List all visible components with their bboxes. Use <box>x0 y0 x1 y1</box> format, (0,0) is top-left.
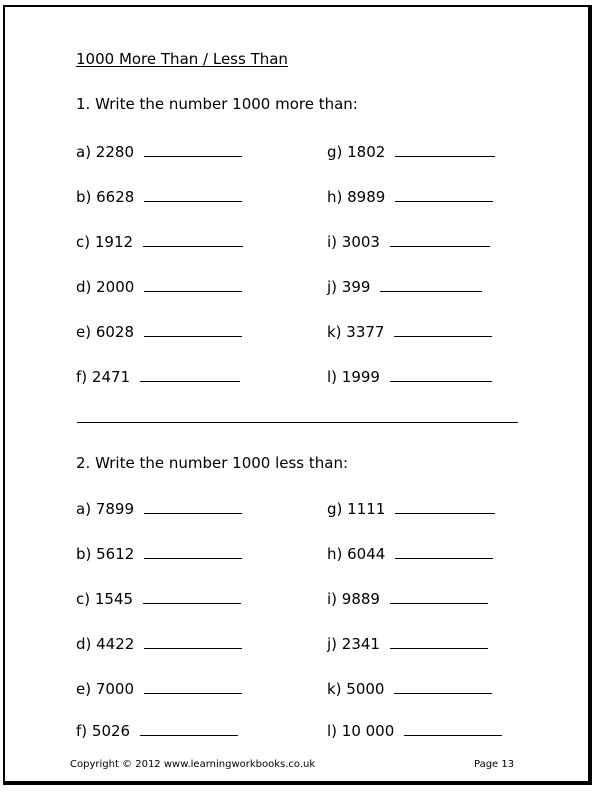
section2-instruction: 2. Write the number 1000 less than: <box>76 454 349 472</box>
s1-item-label: h) 8989 <box>327 188 386 206</box>
s1-item-k <box>327 323 492 341</box>
answer-line[interactable] <box>143 245 243 247</box>
answer-line[interactable] <box>144 200 242 202</box>
s2-item-label: b) 5612 <box>76 545 135 563</box>
s2-item-label: d) 4422 <box>76 635 135 653</box>
answer-line[interactable] <box>394 692 492 694</box>
section1-instruction: 1. Write the number 1000 more than: <box>76 95 358 113</box>
s2-item-label: e) 7000 <box>76 680 135 698</box>
s2-item-j <box>327 635 488 653</box>
s1-item-i <box>327 233 490 251</box>
s1-item-label: i) 3003 <box>327 233 380 251</box>
s1-item-label: b) 6628 <box>76 188 135 206</box>
s1-item-g <box>327 143 495 161</box>
section-divider <box>77 422 518 423</box>
s2-item-label: h) 6044 <box>327 545 386 563</box>
s1-item-label: e) 6028 <box>76 323 135 341</box>
s1-item-b <box>76 188 242 206</box>
s2-item-label: a) 7899 <box>76 500 134 518</box>
answer-line[interactable] <box>395 557 493 559</box>
s2-item-label: c) 1545 <box>76 590 134 608</box>
answer-line[interactable] <box>390 602 488 604</box>
answer-line[interactable] <box>144 155 242 157</box>
s1-item-a <box>76 143 242 161</box>
s2-item-b <box>76 545 242 563</box>
s2-item-label: i) 9889 <box>327 590 380 608</box>
s2-item-f <box>76 722 238 740</box>
answer-line[interactable] <box>380 290 482 292</box>
s1-item-label: j) 399 <box>327 278 371 296</box>
s2-item-label: g) 1111 <box>327 500 386 518</box>
copyright-text: Copyright © 2012 www.learningworkbooks.co.uk <box>70 759 316 770</box>
s1-item-e <box>76 323 242 341</box>
s1-item-label: c) 1912 <box>76 233 134 251</box>
answer-line[interactable] <box>144 512 242 514</box>
s2-item-c <box>76 590 241 608</box>
s1-item-label: l) 1999 <box>327 368 380 386</box>
answer-line[interactable] <box>144 692 242 694</box>
s2-item-e <box>76 680 242 698</box>
answer-line[interactable] <box>390 647 488 649</box>
s1-item-l <box>327 368 492 386</box>
s2-item-h <box>327 545 493 563</box>
answer-line[interactable] <box>140 380 240 382</box>
s2-item-label: k) 5000 <box>327 680 385 698</box>
s2-item-a <box>76 500 242 518</box>
answer-line[interactable] <box>140 734 238 736</box>
answer-line[interactable] <box>144 557 242 559</box>
s2-item-i <box>327 590 488 608</box>
s1-item-j <box>327 278 482 296</box>
page-number: Page 13 <box>474 759 515 770</box>
s1-item-label: d) 2000 <box>76 278 135 296</box>
s2-item-l <box>327 722 502 740</box>
answer-line[interactable] <box>143 602 241 604</box>
answer-line[interactable] <box>394 335 492 337</box>
answer-line[interactable] <box>144 335 242 337</box>
s1-item-c <box>76 233 243 251</box>
answer-line[interactable] <box>144 290 242 292</box>
s1-item-label: a) 2280 <box>76 143 134 161</box>
answer-line[interactable] <box>390 380 492 382</box>
worksheet-title: 1000 More Than / Less Than <box>76 50 288 68</box>
s2-item-g <box>327 500 495 518</box>
answer-line[interactable] <box>144 647 242 649</box>
s2-item-label: l) 10 000 <box>327 722 395 740</box>
worksheet-border <box>3 5 592 785</box>
s1-item-d <box>76 278 242 296</box>
s1-item-label: k) 3377 <box>327 323 385 341</box>
s2-item-k <box>327 680 492 698</box>
answer-line[interactable] <box>390 245 490 247</box>
s2-item-label: f) 5026 <box>76 722 131 740</box>
answer-line[interactable] <box>395 512 495 514</box>
answer-line[interactable] <box>404 734 502 736</box>
s1-item-label: f) 2471 <box>76 368 131 386</box>
s2-item-label: j) 2341 <box>327 635 380 653</box>
s1-item-label: g) 1802 <box>327 143 386 161</box>
s1-item-h <box>327 188 493 206</box>
answer-line[interactable] <box>395 155 495 157</box>
answer-line[interactable] <box>395 200 493 202</box>
s2-item-d <box>76 635 242 653</box>
s1-item-f <box>76 368 240 386</box>
